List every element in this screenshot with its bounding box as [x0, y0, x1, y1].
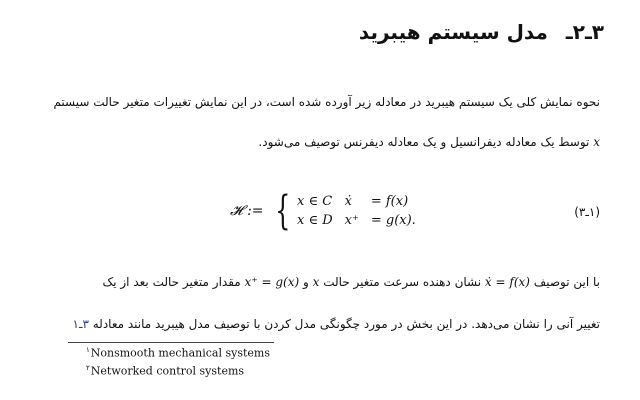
hybrid-system-equation	[230, 186, 430, 236]
footnote-mark: ۲	[86, 364, 90, 372]
paragraph-1-line-1	[38, 94, 600, 111]
footnote-mark: ۱	[86, 346, 90, 354]
math-x: x	[593, 135, 600, 149]
case-1-lhs: ẋ	[344, 194, 352, 209]
section-heading	[359, 20, 604, 44]
footnote-1	[86, 346, 270, 360]
paragraph-text: نحوه نمایش کلی یک سیستم هیبرید در معادله زیر آورده شده است، در این نمایش تغییرات متغیر حالت سیستم	[53, 95, 600, 109]
paragraph-2-line-1	[38, 274, 600, 291]
paragraph-text: نشان دهنده سرعت متغیر حالت	[323, 275, 482, 289]
section-number: ۳ـ۲ـ	[565, 20, 604, 44]
equation-number: (۱ـ۳)	[574, 205, 600, 219]
case-1-condition: x ∈ C	[296, 194, 333, 209]
footnote-2	[86, 364, 244, 378]
paragraph-1-line-2	[38, 134, 600, 151]
cases-brace: {	[274, 188, 290, 234]
math-xplus-eq: x⁺ = g(x)	[244, 275, 300, 289]
paragraph-2-line-2	[38, 316, 600, 333]
math-x: x	[312, 275, 320, 289]
paragraph-text: توسط یک معادله دیفرانسیل و یک معادله دیفرنس توصیف می‌شود.	[258, 135, 590, 149]
case-1-rhs: = f(x)	[370, 194, 409, 209]
math-xdot-eq: ẋ = f(x)	[484, 275, 530, 289]
footnote-divider	[68, 342, 274, 343]
case-2-lhs: x⁺	[344, 213, 359, 228]
section-title: مدل سیستم هیبرید	[358, 20, 548, 44]
paragraph-text: مقدار متغیر حالت بعد از یک	[102, 275, 241, 289]
case-2-condition: x ∈ D	[296, 213, 333, 228]
footnote-text: Networked control systems	[90, 364, 245, 378]
paragraph-text: با این توصیف	[533, 275, 600, 289]
equation-reference-link[interactable]: ۳ـ۱	[72, 317, 89, 331]
equation-cases	[297, 194, 416, 228]
case-2-rhs: = g(x).	[370, 213, 416, 228]
paragraph-text: تغییر آنی را نشان می‌دهد. در این بخش در مورد چگونگی مدل کردن با توصیف مدل هیبرید مانند معادله	[92, 317, 600, 331]
paragraph-text: و	[302, 275, 309, 289]
footnote-text: Nonsmooth mechanical systems	[90, 346, 271, 360]
equation-lhs: 𝓗 :=	[230, 203, 264, 219]
